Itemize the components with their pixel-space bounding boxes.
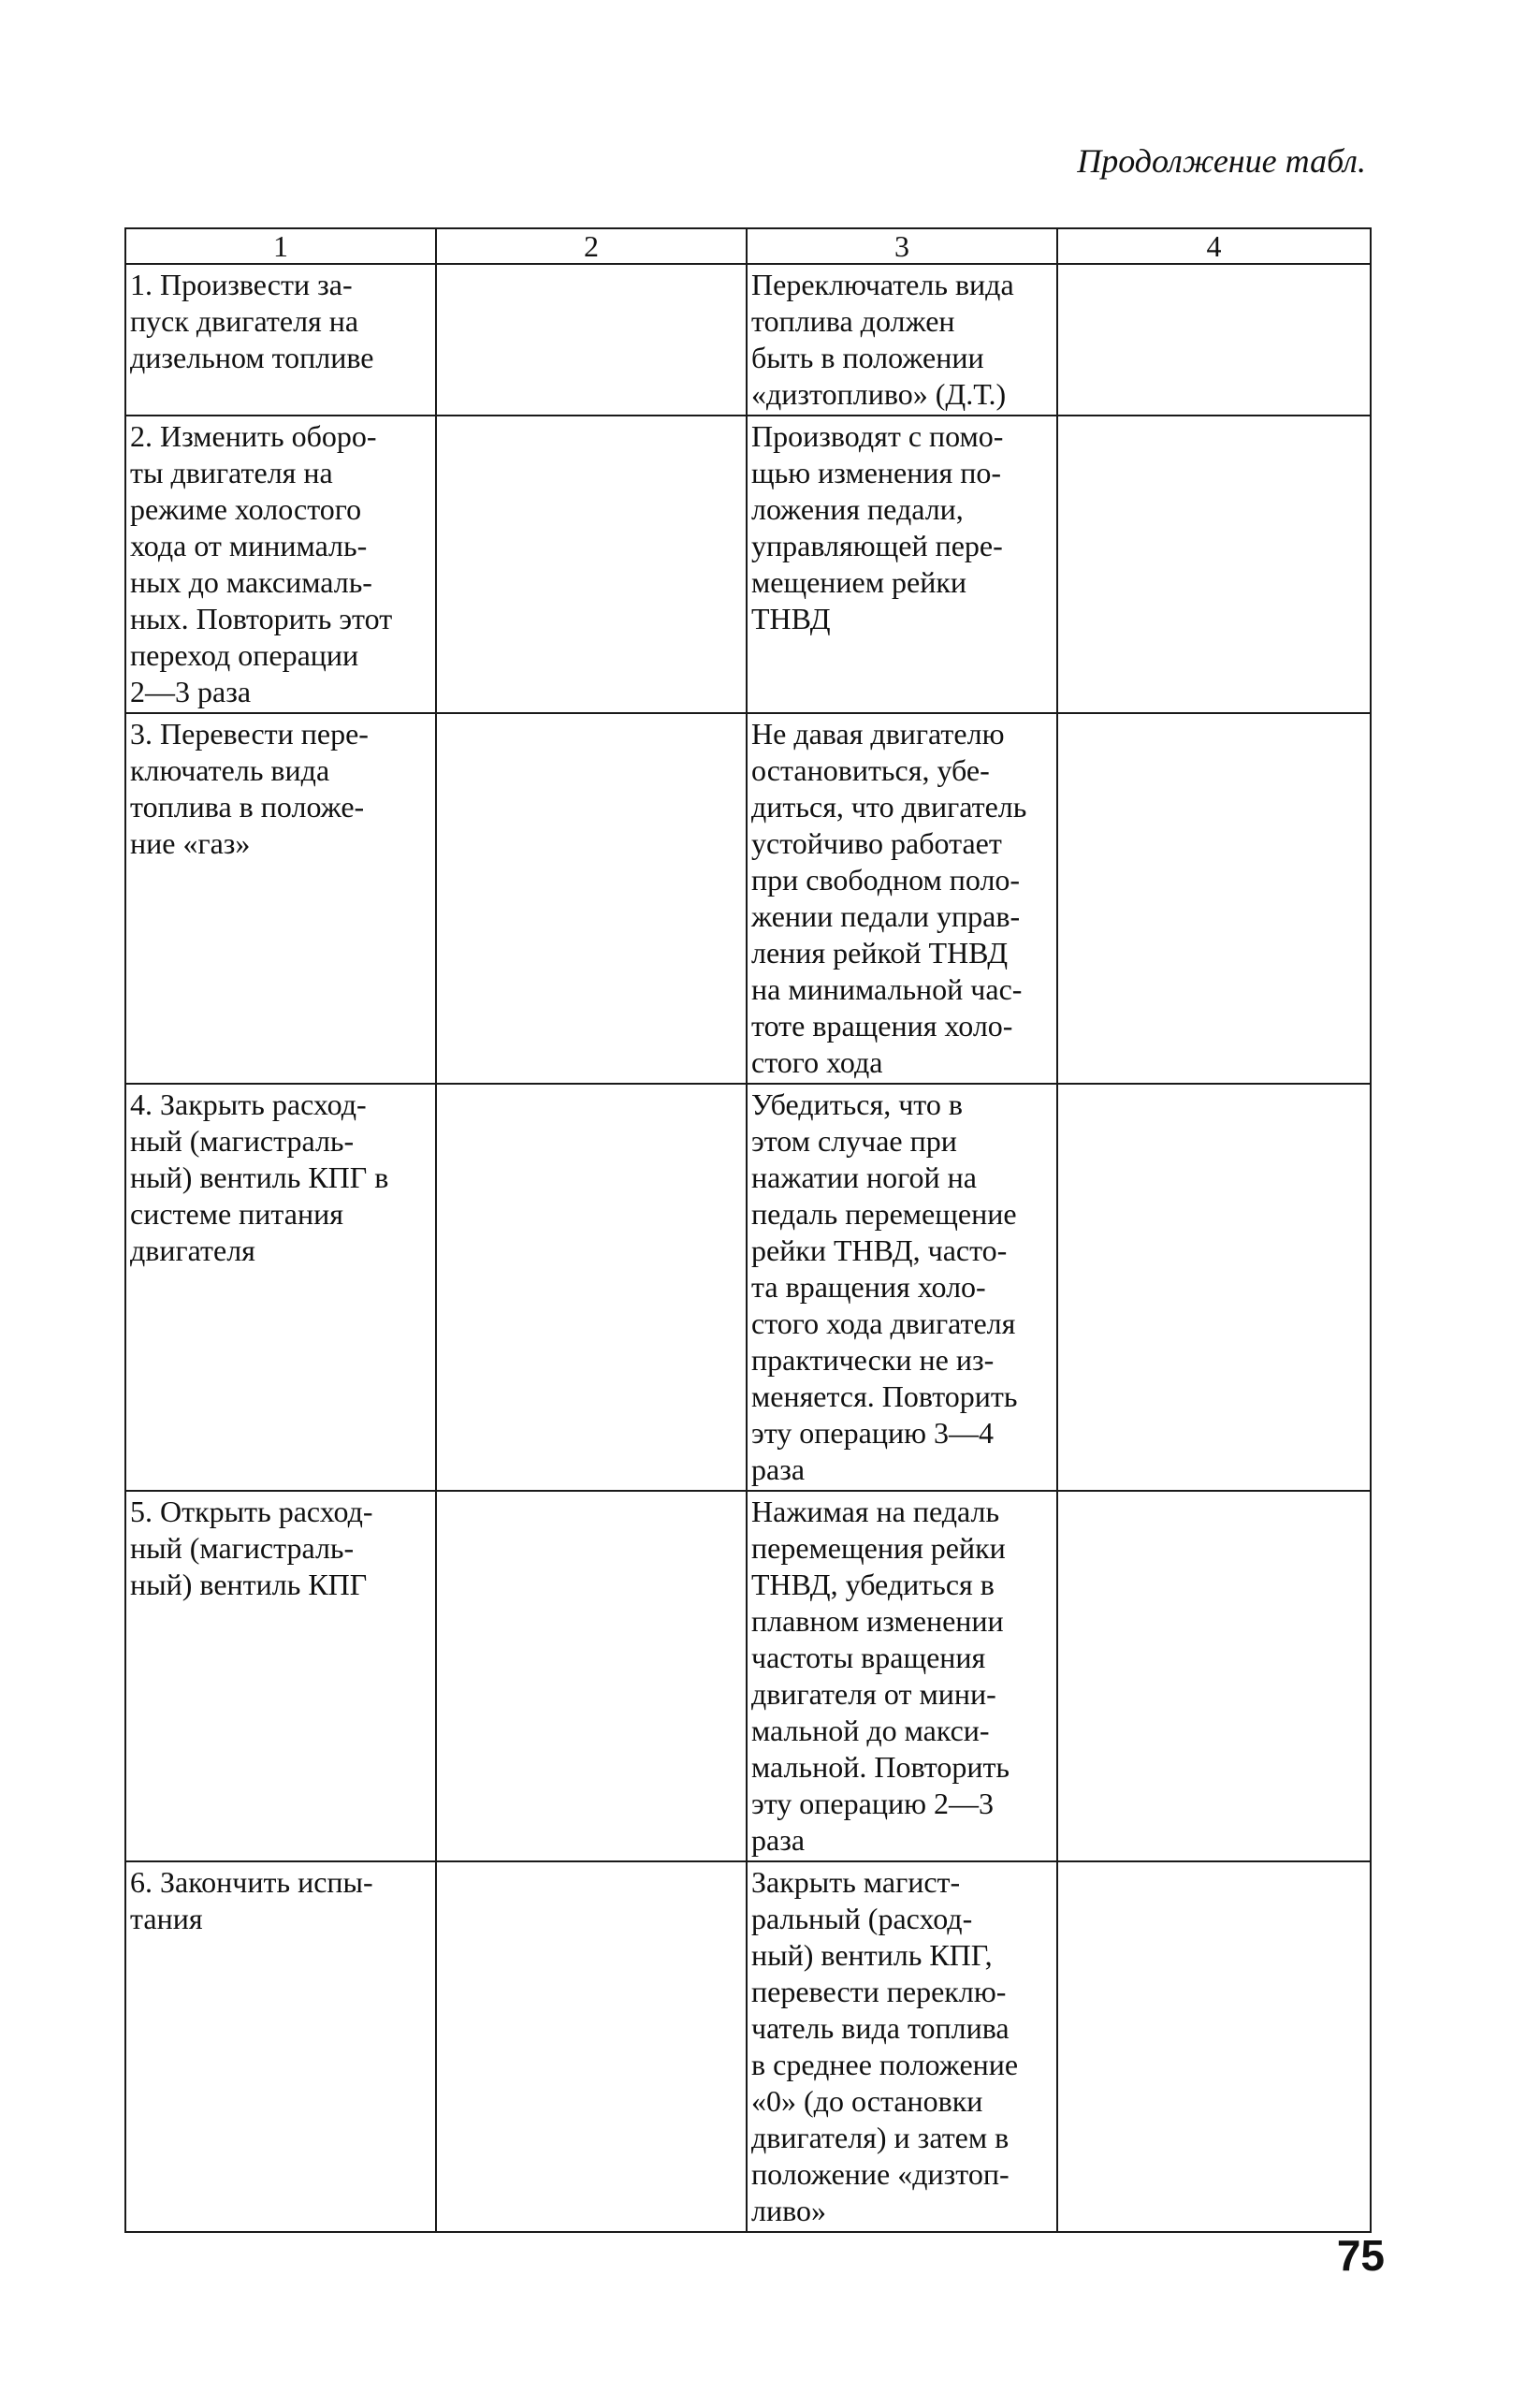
operation-cell: [125, 264, 436, 416]
note-cell: [747, 1084, 1057, 1491]
column-header-3: 3: [747, 228, 1057, 264]
note-cell-text: Нажимая на педаль перемещения рейки ТНВД, убедиться в плавном изменении частоты вращения двигателя от мини- мальной до макси- мальной. Повторить эту операцию 2—3 раза: [751, 1495, 1010, 1857]
operation-cell-text: 5. Открыть расход- ный (магистраль- ный) вентиль КПГ: [130, 1495, 373, 1601]
empty-cell-col4: [1057, 1084, 1371, 1491]
note-cell-text: Закрыть магист- ральный (расход- ный) вентиль КПГ, перевести переклю- чатель вида топлива в среднее положение «0» (до остановки двигателя) и затем в положение «дизтоп- ливо»: [751, 1865, 1019, 2227]
empty-cell-col4: [1057, 416, 1371, 713]
operation-cell: [125, 713, 436, 1084]
empty-cell-col4: [1057, 264, 1371, 416]
note-cell: [747, 713, 1057, 1084]
table-row: [125, 1084, 1371, 1491]
empty-cell-col4: [1057, 1861, 1371, 2232]
operation-cell-text: 6. Закончить испы- тания: [130, 1865, 373, 1935]
note-cell-text: Убедиться, что в этом случае при нажатии ногой на педаль перемещение рейки ТНВД, часто- та вращения холо- стого хода двигателя практически не из- меняется. Повторить эту операцию 3—4 раза: [751, 1087, 1018, 1486]
note-cell-text: Не давая двигателю остановиться, убе- диться, что двигатель устойчиво работает при свободном поло- жении педали управ- ления рейкой ТНВД на минимальной час- тоте вращения холо- стого хода: [751, 717, 1027, 1079]
operation-cell: [125, 416, 436, 713]
note-cell: [747, 264, 1057, 416]
empty-cell-col2: [436, 1861, 747, 2232]
table-row: [125, 1491, 1371, 1861]
operation-cell-text: 3. Перевести пере- ключатель вида топлива в положе- ние «газ»: [130, 717, 369, 860]
page-number: 75: [1336, 2231, 1385, 2280]
empty-cell-col2: [436, 416, 747, 713]
procedure-table: [124, 227, 1372, 2233]
empty-cell-col2: [436, 1491, 747, 1861]
note-cell-text: Переключатель вида топлива должен быть в положении «дизтопливо» (Д.Т.): [751, 268, 1014, 411]
table-row: [125, 416, 1371, 713]
column-header-1: 1: [125, 228, 436, 264]
operation-cell-text: 2. Изменить оборо- ты двигателя на режиме холостого хода от минималь- ных до максималь- ных. Повторить этот переход операции 2—3 раза: [130, 419, 393, 708]
empty-cell-col4: [1057, 713, 1371, 1084]
empty-cell-col2: [436, 713, 747, 1084]
note-cell-text: Производят с помо- щью изменения по- ложения педали, управляющей пере- мещением рейки ТНВД: [751, 419, 1004, 635]
note-cell: [747, 1491, 1057, 1861]
table-body: [125, 264, 1371, 2232]
operation-cell: [125, 1084, 436, 1491]
table-row: [125, 713, 1371, 1084]
operation-cell: [125, 1861, 436, 2232]
column-header-4: 4: [1057, 228, 1371, 264]
table-row: [125, 264, 1371, 416]
note-cell: [747, 1861, 1057, 2232]
empty-cell-col2: [436, 1084, 747, 1491]
operation-cell-text: 1. Произвести за- пуск двигателя на дизельном топливе: [130, 268, 374, 374]
operation-cell: [125, 1491, 436, 1861]
table-header-row: [125, 228, 1371, 264]
table-row: [125, 1861, 1371, 2232]
operation-cell-text: 4. Закрыть расход- ный (магистраль- ный) вентиль КПГ в системе питания двигателя: [130, 1087, 389, 1267]
empty-cell-col4: [1057, 1491, 1371, 1861]
table-continuation-caption: Продолжение табл.: [1077, 142, 1366, 180]
empty-cell-col2: [436, 264, 747, 416]
column-header-2: 2: [436, 228, 747, 264]
note-cell: [747, 416, 1057, 713]
